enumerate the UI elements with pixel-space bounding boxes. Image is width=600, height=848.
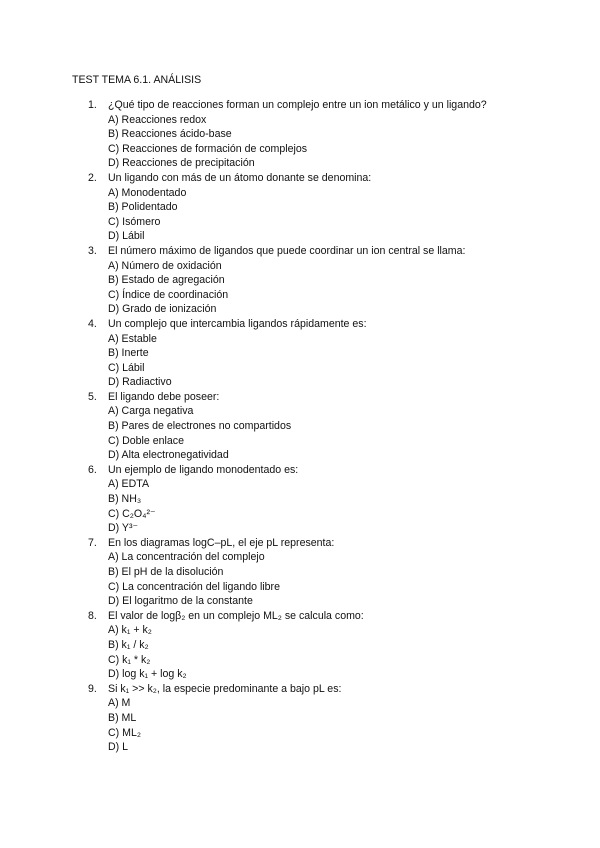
answer-option: A) Reacciones redox xyxy=(108,113,207,126)
question-number: 2. xyxy=(88,171,97,184)
question-text: ¿Qué tipo de reacciones forman un complejo entre un ion metálico y un ligando? xyxy=(108,99,487,111)
question-3 xyxy=(72,244,572,317)
answer-option: B) Pares de electrones no compartidos xyxy=(108,420,292,433)
question-row xyxy=(72,463,572,478)
answer-option: C) C₂O₄²⁻ xyxy=(108,507,156,520)
question-text: El número máximo de ligandos que puede coordinar un ion central se llama: xyxy=(108,244,466,257)
question-number: 4. xyxy=(88,317,97,330)
question-7 xyxy=(72,536,572,609)
answer-option: D) Reacciones de precipitación xyxy=(108,157,255,170)
question-text: El ligando debe poseer: xyxy=(108,390,220,403)
answer-option: A) k₁ + k₂ xyxy=(108,624,152,637)
answer-option: B) Estado de agregación xyxy=(108,274,225,287)
answer-option: C) ML₂ xyxy=(108,726,141,739)
question-row xyxy=(72,317,572,332)
question-8 xyxy=(72,609,572,682)
question-row xyxy=(72,171,572,186)
answer-option: A) Monodentado xyxy=(108,186,187,199)
question-text: En los diagramas logC–pL, el eje pL representa: xyxy=(108,536,335,549)
question-list xyxy=(72,98,572,755)
answer-option: A) La concentración del complejo xyxy=(108,551,265,564)
answer-option: B) Inerte xyxy=(108,347,149,360)
answer-option: A) EDTA xyxy=(108,478,150,491)
answer-option: C) Lábil xyxy=(108,361,145,374)
question-number: 8. xyxy=(88,609,97,622)
answer-option: C) Isómero xyxy=(108,215,161,228)
answer-option: C) Reacciones de formación de complejos xyxy=(108,142,308,155)
question-6 xyxy=(72,463,572,536)
answer-option: B) El pH de la disolución xyxy=(108,566,224,578)
question-row xyxy=(72,98,572,113)
question-5 xyxy=(72,390,572,463)
answer-option: D) Grado de ionización xyxy=(108,303,217,316)
question-row xyxy=(72,609,572,624)
question-number: 3. xyxy=(88,244,97,257)
question-row xyxy=(72,244,572,259)
question-number: 7. xyxy=(88,536,97,549)
question-2 xyxy=(72,171,572,244)
answer-option: D) El logaritmo de la constante xyxy=(108,595,253,608)
answer-option: A) M xyxy=(108,697,131,710)
answer-option: A) Número de oxidación xyxy=(108,259,222,272)
question-number: 5. xyxy=(88,390,97,403)
answer-option: B) ML xyxy=(108,711,137,724)
answer-option: B) Polidentado xyxy=(108,201,178,214)
question-row xyxy=(72,682,572,697)
answer-option: D) Alta electronegatividad xyxy=(108,449,229,462)
answer-option: C) Índice de coordinación xyxy=(108,288,229,301)
answer-option: D) L xyxy=(108,741,129,754)
page-title: TEST TEMA 6.1. ANÁLISIS xyxy=(72,74,202,86)
answer-option: A) Carga negativa xyxy=(108,405,194,418)
answer-option: D) Radiactivo xyxy=(108,376,172,389)
answer-option: B) Reacciones ácido-base xyxy=(108,128,232,141)
question-number: 6. xyxy=(88,463,97,476)
question-4 xyxy=(72,317,572,390)
question-9 xyxy=(72,682,572,755)
question-number: 9. xyxy=(88,682,97,695)
question-1 xyxy=(72,98,572,171)
question-row xyxy=(72,536,572,551)
question-text: El valor de logβ₂ en un complejo ML₂ se calcula como: xyxy=(108,609,364,622)
answer-option: B) NH₃ xyxy=(108,493,142,506)
answer-option: D) Lábil xyxy=(108,230,145,243)
question-text: Un ejemplo de ligando monodentado es: xyxy=(108,463,299,476)
question-row xyxy=(72,390,572,405)
question-text: Un complejo que intercambia ligandos rápidamente es: xyxy=(108,317,367,330)
question-number: 1. xyxy=(88,99,97,111)
answer-option: D) log k₁ + log k₂ xyxy=(108,668,187,681)
question-text: Si k₁ >> k₂, la especie predominante a bajo pL es: xyxy=(108,682,342,695)
answer-option: B) k₁ / k₂ xyxy=(108,638,149,651)
question-text: Un ligando con más de un átomo donante se denomina: xyxy=(108,171,372,184)
answer-option: C) k₁ * k₂ xyxy=(108,653,151,666)
answer-option: C) La concentración del ligando libre xyxy=(108,580,280,593)
answer-option: D) Y³⁻ xyxy=(108,522,139,535)
answer-option: C) Doble enlace xyxy=(108,434,184,447)
answer-option: A) Estable xyxy=(108,332,157,345)
